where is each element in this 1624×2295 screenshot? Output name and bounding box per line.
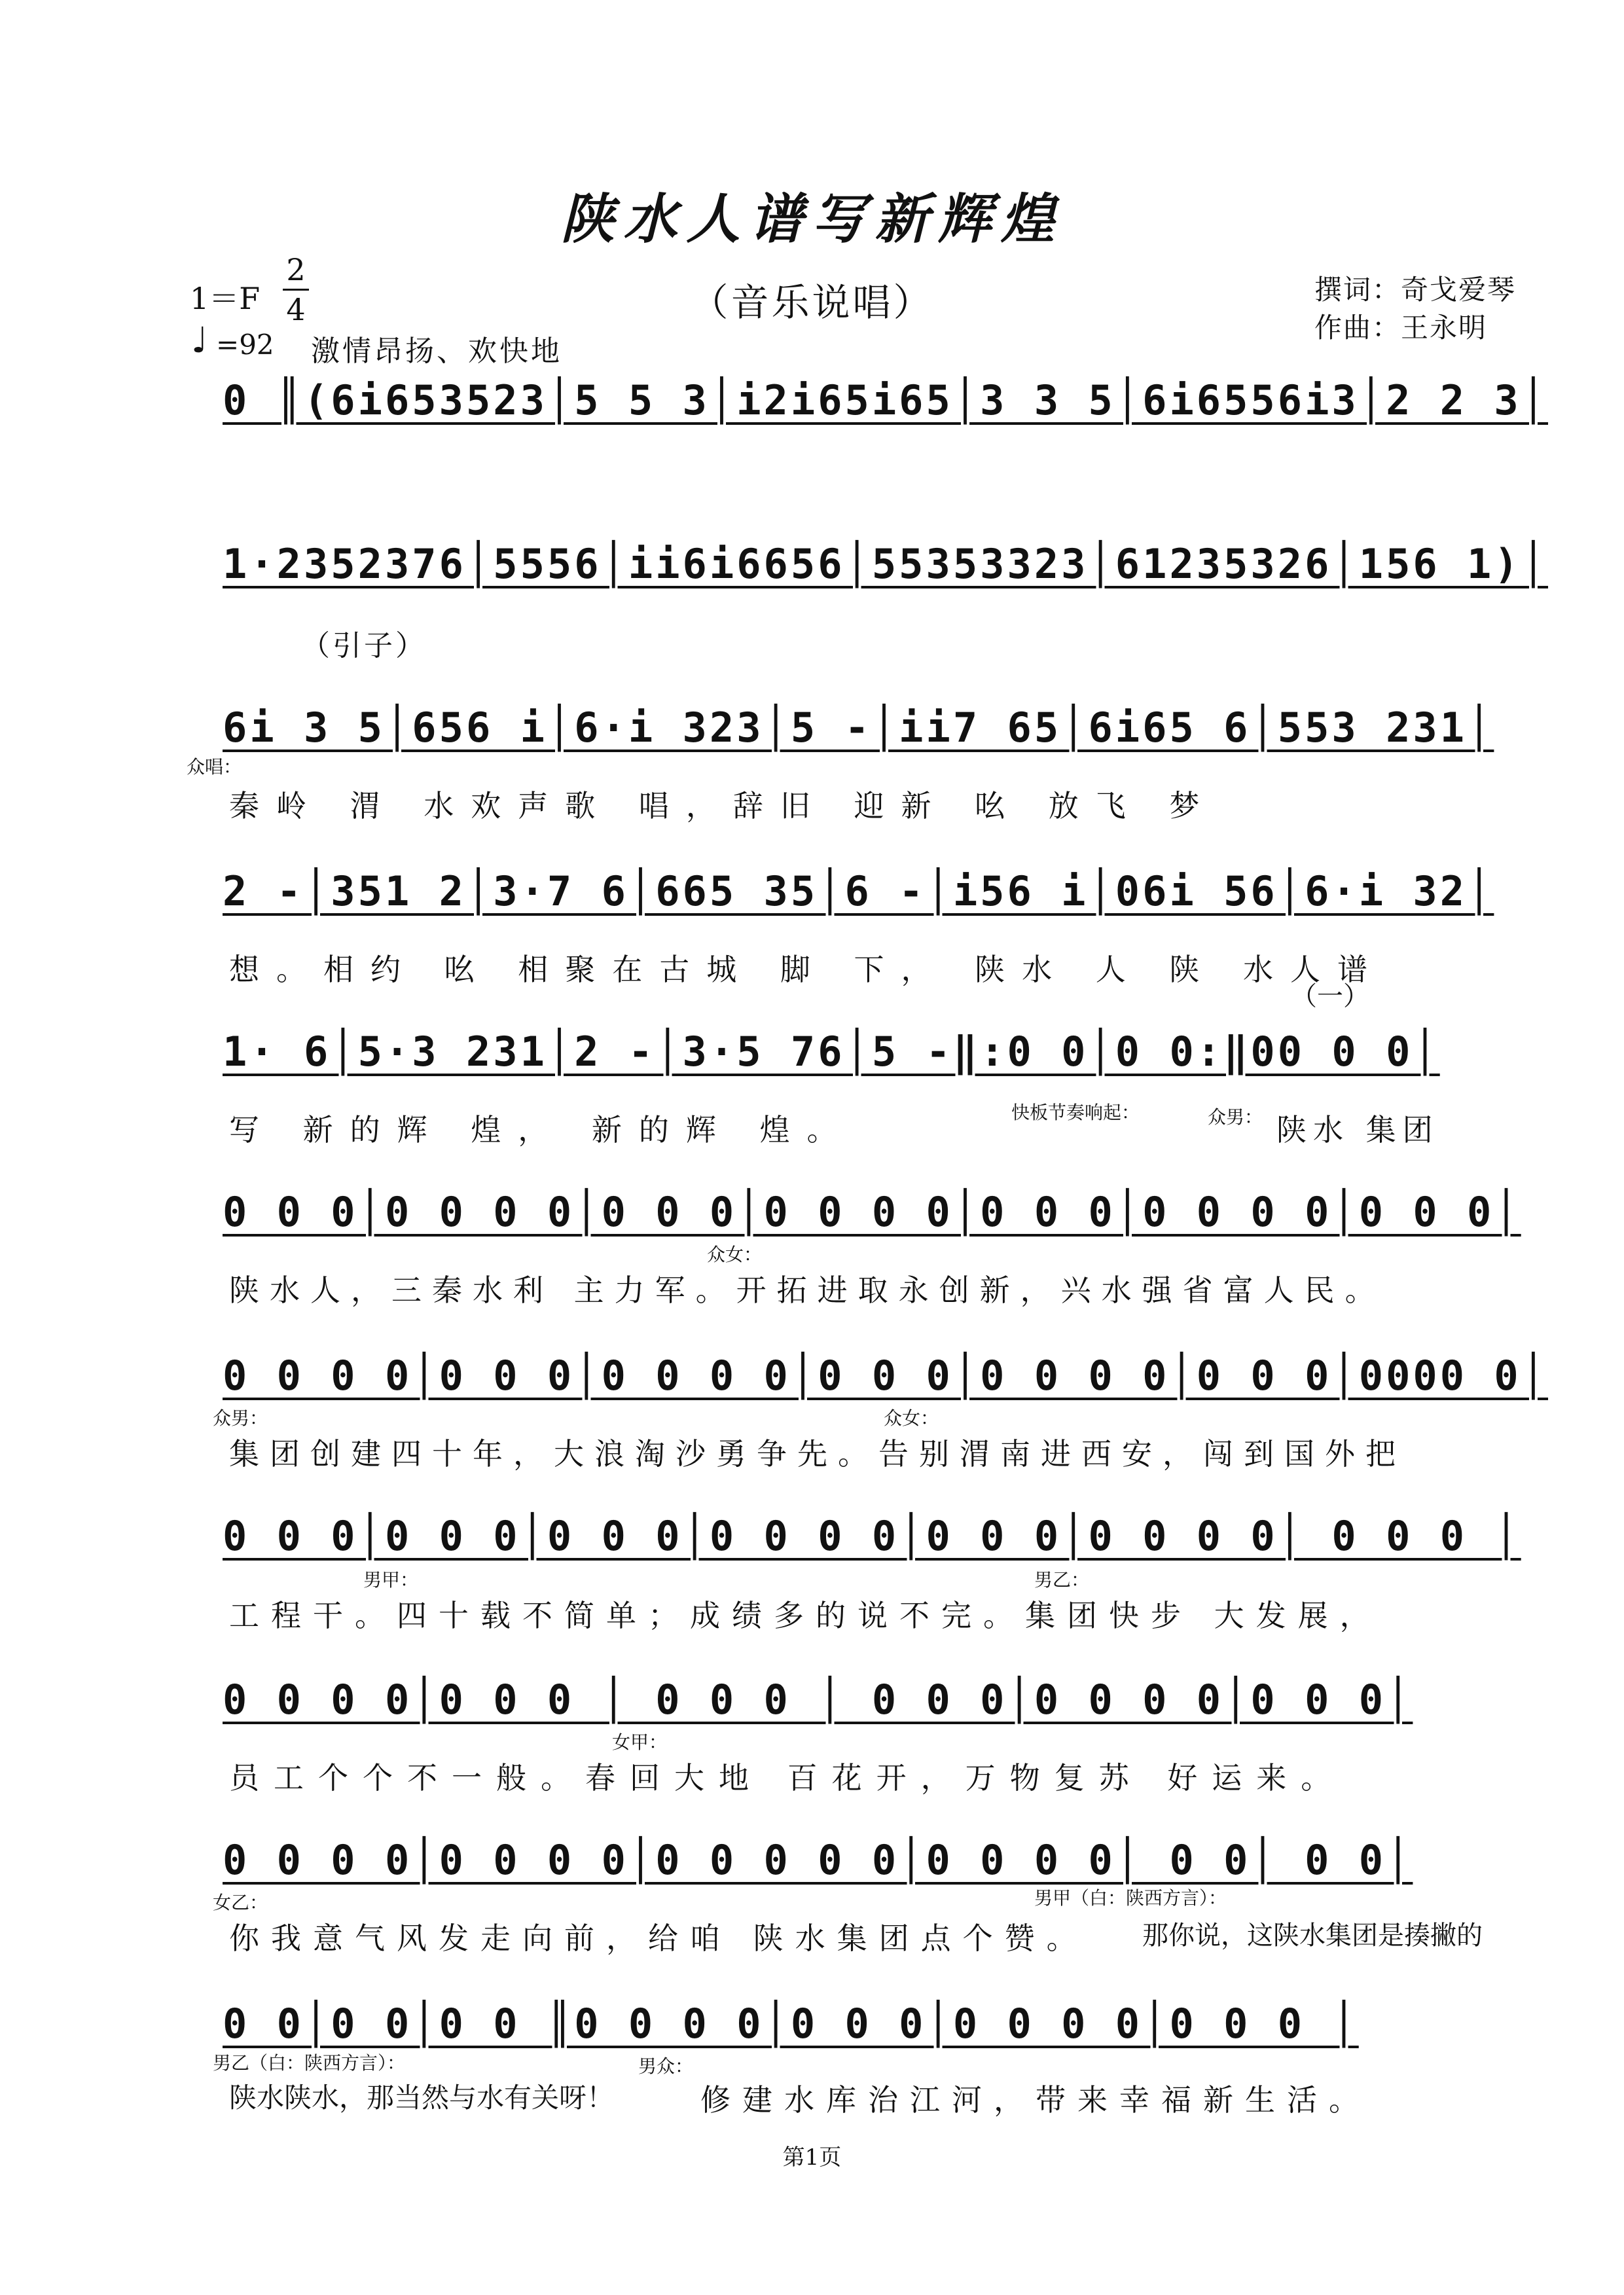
lyric-line-9: 陕水陕水，那当然与水有关呀！ <box>229 2082 615 2114</box>
role-label: 男乙（白：陕西方言）： <box>213 2052 406 2074</box>
time-divider <box>283 289 309 291</box>
time-top: 2 <box>286 252 306 287</box>
quarter-note-icon: ♩ <box>191 319 208 361</box>
section-mark: （一） <box>1291 981 1369 1011</box>
composer-credit: 作曲：王永明 <box>1314 312 1488 344</box>
staff-line-5: 1· 6│5·3 231│2 -│3·5 76│5 -‖:0 0│0 0:‖00 0 0│ <box>223 1028 1440 1075</box>
lyric-line-3b: 陕水 集团 <box>1276 1112 1439 1148</box>
lyric-line-1: 秦岭 渭 水欢声歌 唱，辞旧 迎新 吆 放飞 梦 <box>229 788 1217 823</box>
role-label: 女甲： <box>612 1731 668 1753</box>
staff-line-9: 0 0 0 0│0 0 0 │ 0 0 0 │ 0 0 0│0 0 0 0│0 0 0│ <box>223 1676 1413 1724</box>
staff-line-10: 0 0 0 0│0 0 0 0│0 0 0 0 0│0 0 0 0│ 0 0│ 0 0│ <box>223 1836 1413 1884</box>
page-number: 第1页 <box>782 2144 842 2171</box>
role-label: 男甲： <box>363 1569 419 1591</box>
role-label: 众女： <box>707 1244 763 1265</box>
lyric-line-2: 想。相约 吆 相聚在古城 脚 下， 陕水 人 陕 水人谱 <box>229 952 1384 987</box>
lyric-line-3: 写 新的辉 煌， 新的辉 煌。 <box>229 1112 854 1148</box>
lyric-line-5: 集团创建四十年，大浪淘沙勇争先。告别渭南进西安，闯到国外把 <box>229 1436 1406 1472</box>
lyric-line-7: 员工个个不一般。春回大地 百花开，万物复苏 好运来。 <box>229 1760 1346 1796</box>
role-label: 众女： <box>884 1407 939 1429</box>
role-label: 男乙： <box>1034 1569 1090 1591</box>
time-bottom: 4 <box>286 292 306 327</box>
staff-line-6: 0 0 0│0 0 0 0│0 0 0│0 0 0 0│0 0 0│0 0 0 0│0 0 0│ <box>223 1188 1521 1236</box>
intro-label: （引子） <box>301 629 427 662</box>
staff-line-2: 1·2352376│5556│ii6i6656│55353323│61235326│156 1)│ <box>223 540 1549 588</box>
staff-line-1: 0 ║(6i653523│5 5 3│i2i65i65│3 3 5│6i6556i3│2 2 3│ <box>223 376 1549 424</box>
role-label: 男甲（白：陕西方言）： <box>1034 1887 1227 1909</box>
lyric-line-9b: 修建水库治江河，带来幸福新生活。 <box>700 2082 1371 2118</box>
song-subtitle: （音乐说唱） <box>690 280 934 325</box>
lyricist-credit: 撰词：奇戈爱琴 <box>1314 274 1517 306</box>
song-title: 陕水人谱写新辉煌 <box>560 188 1064 251</box>
staff-line-11: 0 0│0 0│0 0 ║0 0 0 0│0 0 0│0 0 0 0│0 0 0 │ <box>223 2000 1359 2048</box>
role-label: 女乙： <box>213 1892 268 1913</box>
role-label: 众男： <box>1208 1106 1263 1128</box>
lyric-line-8b: 那你说，这陕水集团是揍撇的 <box>1142 1921 1483 1951</box>
tempo-description: 激情昂扬、欢快地 <box>311 334 562 368</box>
staff-line-3: 6i 3 5│656 i│6·i 323│5 -│ii7 65│6i65 6│553 231│ <box>223 704 1494 751</box>
lyric-line-4: 陕水人，三秦水利 主力军。开拓进取永创新，兴水强省富人民。 <box>229 1273 1386 1308</box>
cue-label: 快板节奏响起： <box>1011 1102 1140 1123</box>
tempo-value: =92 <box>216 329 274 361</box>
role-label: 众唱： <box>187 756 242 778</box>
role-label: 众男： <box>213 1407 268 1429</box>
staff-line-4: 2 -│351 2│3·7 6│665 35│6 -│i56 i│06i 56│6·i 32│ <box>223 867 1494 915</box>
role-label: 男众： <box>638 2055 694 2077</box>
lyric-line-6: 工程干。四十载不简单；成绩多的说不完。集团快步 大发展， <box>229 1598 1382 1633</box>
key-signature: 1＝F <box>190 281 261 316</box>
lyric-line-8: 你我意气风发走向前，给咱 陕水集团点个赞。 <box>229 1921 1089 1956</box>
time-signature <box>283 252 309 327</box>
staff-line-8: 0 0 0│0 0 0│0 0 0│0 0 0 0│0 0 0│0 0 0 0│ 0 0 0 │ <box>223 1512 1521 1560</box>
staff-line-7: 0 0 0 0│0 0 0│0 0 0 0│0 0 0│0 0 0 0│0 0 0│0000 0│ <box>223 1352 1549 1400</box>
